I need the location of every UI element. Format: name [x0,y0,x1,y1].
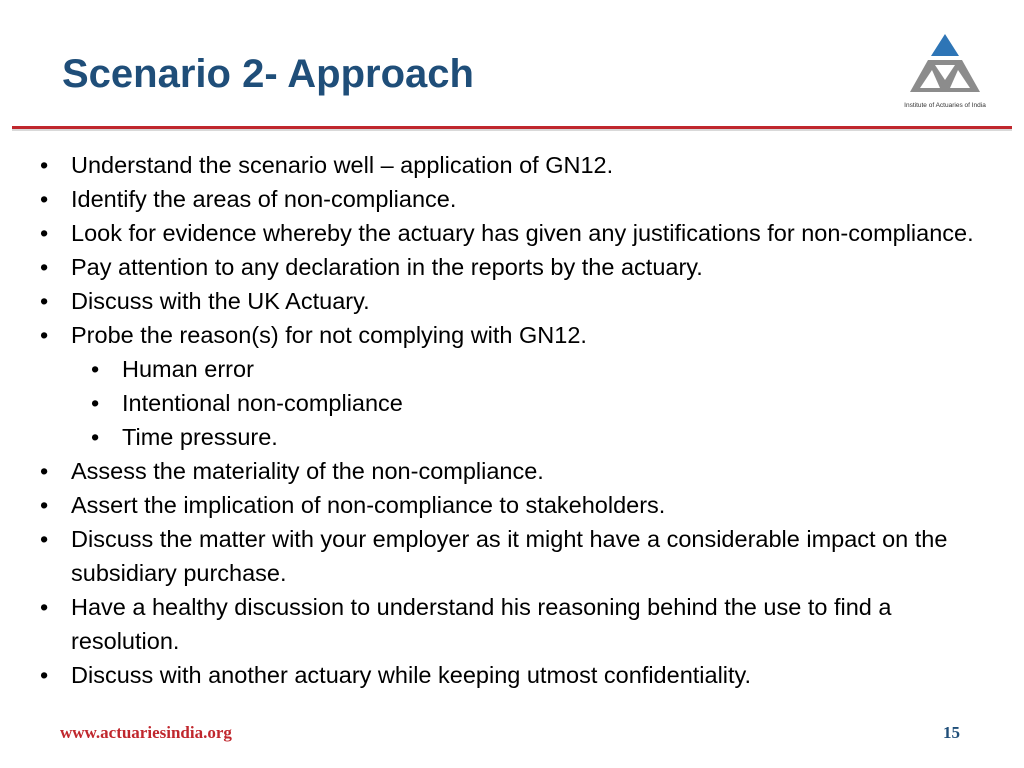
sub-bullet-item: • Time pressure. [89,420,998,454]
bullet-item: • Look for evidence whereby the actuary has given any justifications for non-compliance. [38,216,998,250]
footer-url: www.actuariesindia.org [60,723,232,742]
bullet-item: • Probe the reason(s) for not complying with GN12. [38,318,998,352]
institute-logo [895,30,995,115]
bullet-item: • Have a healthy discussion to understand his reasoning behind the use to find a resolution. [38,590,998,658]
bullet-list [38,148,998,692]
iai-triangle-logo-icon [895,30,995,102]
bullet-item: • Identify the areas of non-compliance. [38,182,998,216]
sub-bullet-item: • Intentional non-compliance [89,386,998,420]
bullet-item: • Discuss with another actuary while keeping utmost confidentiality. [38,658,998,692]
sub-bullet-item: • Human error [89,352,998,386]
title-divider-shadow [12,129,1012,131]
logo-caption: Institute of Actuaries of India [904,102,986,109]
bullet-item: • Pay attention to any declaration in the reports by the actuary. [38,250,998,284]
bullet-item: • Discuss with the UK Actuary. [38,284,998,318]
slide-title: Scenario 2- Approach [62,52,474,96]
bullet-item: • Assess the materiality of the non-compliance. [38,454,998,488]
page-number: 15 [943,723,960,742]
bullet-item: • Understand the scenario well – application of GN12. [38,148,998,182]
bullet-item: • Discuss the matter with your employer as it might have a considerable impact on the subsidiary purchase. [38,522,998,590]
bullet-item: • Assert the implication of non-compliance to stakeholders. [38,488,998,522]
